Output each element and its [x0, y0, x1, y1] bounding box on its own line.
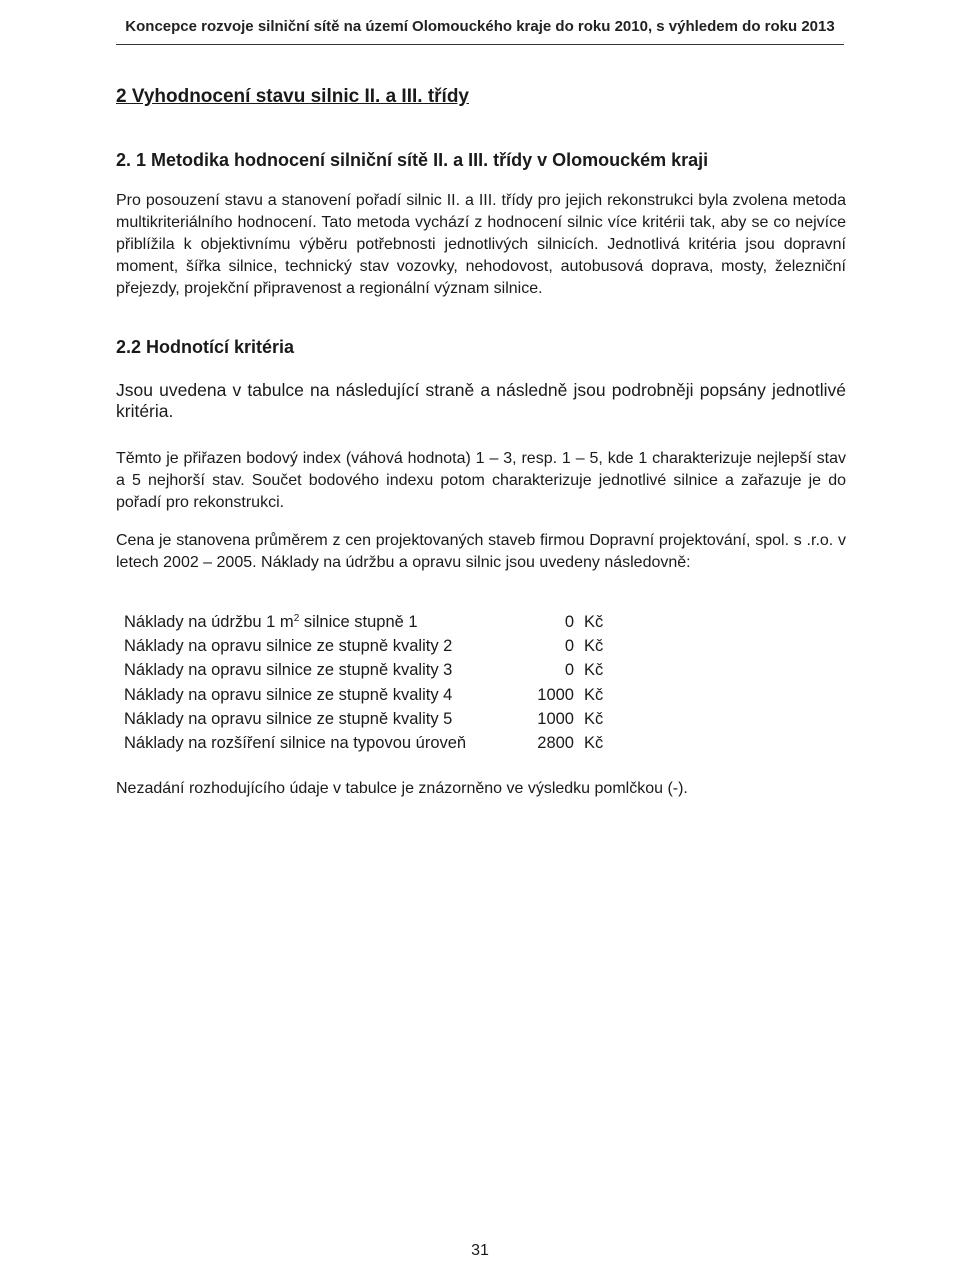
- cost-label: Náklady na opravu silnice ze stupně kvality 3: [124, 661, 453, 680]
- costs-row: [124, 659, 603, 683]
- subsection-heading-criteria: 2.2 Hodnotící kritéria: [116, 337, 295, 357]
- cost-label: Náklady na opravu silnice ze stupně kvality 5: [124, 709, 453, 728]
- running-header: Koncepce rozvoje silniční sítě na území Olomouckého kraje do roku 2010, s výhledem do roku 2013: [125, 18, 835, 35]
- cost-label: Náklady na údržbu 1 $m^2$ silnice stupně 1: [124, 612, 418, 631]
- subsection-heading-methodology: 2. 1 Metodika hodnocení silniční sítě II. a III. třídy v Olomouckém kraji: [116, 150, 709, 170]
- cost-value: 0: [564, 661, 574, 680]
- cost-unit: Kč: [584, 734, 604, 753]
- note-paragraph: Nezadání rozhodujícího údaje v tabulce je znázorněno ve výsledku pomlčkou (-).: [116, 780, 688, 797]
- costs-table: [124, 610, 603, 756]
- costs-row: [124, 634, 603, 658]
- costs-row: [124, 610, 603, 634]
- cost-value: 2800: [537, 734, 574, 753]
- cost-value: 0: [564, 636, 574, 655]
- cost-value: 1000: [537, 685, 574, 704]
- cost-label: Náklady na opravu silnice ze stupně kvality 4: [124, 685, 453, 704]
- header-divider: [116, 44, 844, 45]
- cost-label: Náklady na rozšíření silnice na typovou úroveň: [124, 734, 467, 753]
- cost-unit: Kč: [584, 661, 604, 680]
- cost-unit: Kč: [584, 685, 604, 704]
- cost-label: Náklady na opravu silnice ze stupně kvality 2: [124, 636, 453, 655]
- price-paragraph: Cena je stanovena průměrem z cen projektovaných staveb firmou Dopravní projektování, spol. s .r.o. v letech 2002 – 2005. Náklady na údržbu a opravu silnic jsou uvedeny následovně:: [116, 532, 846, 571]
- criteria-intro-paragraph: Jsou uvedena v tabulce na následující straně a následně jsou podrobněji popsány jednotlivé kritéria.: [116, 380, 846, 421]
- costs-row: [124, 683, 603, 707]
- section-heading: 2 Vyhodnocení stavu silnic II. a III. třídy: [116, 86, 470, 107]
- cost-value: 1000: [537, 709, 574, 728]
- cost-unit: Kč: [584, 636, 604, 655]
- costs-row: [124, 707, 603, 731]
- cost-unit: Kč: [584, 612, 604, 631]
- page-number: 31: [471, 1242, 489, 1259]
- index-paragraph: Těmto je přiřazen bodový index (váhová hodnota) 1 – 3, resp. 1 – 5, kde 1 charakterizuje nejlepší stav a 5 nejhorší stav. Součet bodového indexu potom charakterizuje jednotlivé silnice a zařazuje je do pořadí pro rekonstrukci.: [116, 450, 846, 511]
- methodology-paragraph: Pro posouzení stavu a stanovení pořadí silnic II. a III. třídy pro jejich rekonstrukci byla zvolena metoda multikriteriálního hodnocení. Tato metoda vychází z hodnocení silnic více kritérii tak, aby se co nejvíce přiblížila k objektivnímu výběru potřebnosti jednotlivých silnicích. Jednotlivá kritéria jsou dopravní moment, šířka silnice, technický stav vozovky, nehodovost, autobusová doprava, mosty, železniční přejezdy, projekční připravenost a regionální význam silnice.: [116, 192, 846, 297]
- cost-unit: Kč: [584, 709, 604, 728]
- costs-row: [124, 731, 603, 755]
- cost-value: 0: [564, 612, 574, 631]
